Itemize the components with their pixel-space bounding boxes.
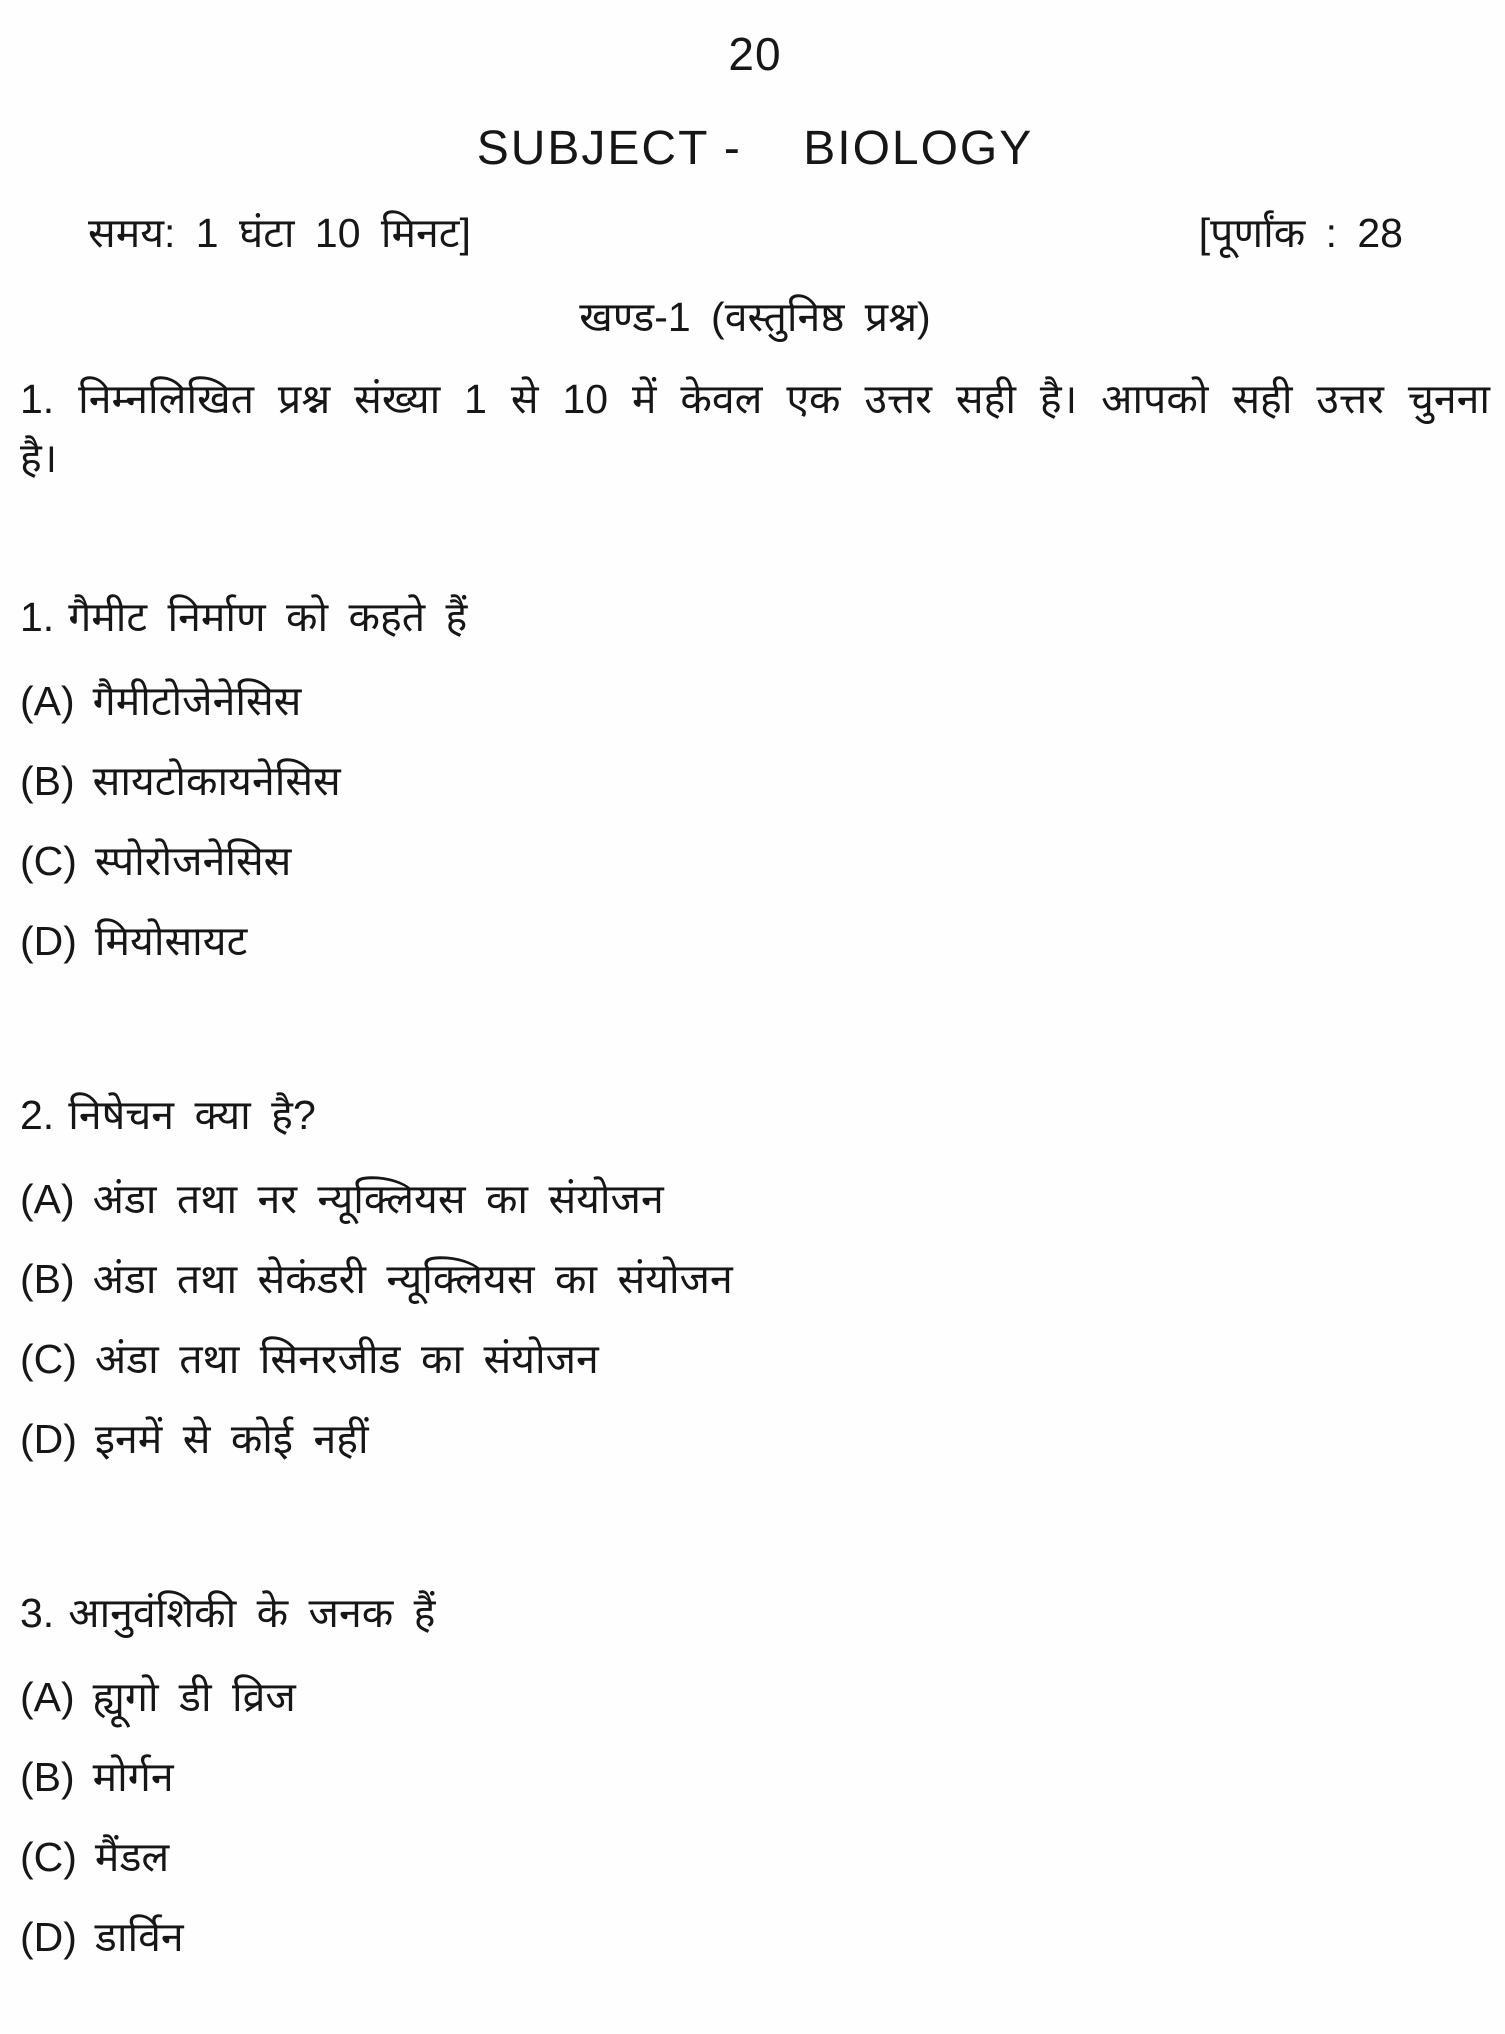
- question-3-option-c: [20, 1834, 1490, 1880]
- section-heading: खण्ड-1 (वस्तुनिष्ठ प्रश्न): [579, 294, 931, 340]
- question-number: 1.: [20, 594, 55, 640]
- question-block-3: [20, 1588, 1490, 1960]
- question-number: 3.: [20, 1590, 55, 1636]
- option-label: (B): [20, 1256, 75, 1302]
- question-3-option-d: [20, 1914, 1490, 1960]
- option-text: मैंडल: [94, 1834, 170, 1880]
- option-text: मोर्गन: [92, 1754, 174, 1800]
- question-1-text: [20, 592, 1490, 642]
- questions-list: [20, 592, 1490, 1960]
- option-text: ह्यूगो डी व्रिज: [92, 1674, 296, 1720]
- subject-title: SUBJECT - BIOLOGY: [476, 122, 1034, 175]
- option-text: डार्विन: [94, 1914, 184, 1960]
- question-block-2: [20, 1090, 1490, 1462]
- question-3-text: [20, 1588, 1490, 1638]
- question-2-option-d: [20, 1416, 1490, 1462]
- question-3-option-b: [20, 1754, 1490, 1800]
- question-1-option-d: [20, 918, 1490, 964]
- question-2-text: [20, 1090, 1490, 1140]
- option-text: मियोसायट: [94, 918, 248, 964]
- full-marks-label: [पूर्णांक : 28: [1198, 210, 1403, 256]
- option-label: (A): [20, 1176, 75, 1222]
- instruction-line-2: है।: [20, 435, 58, 481]
- option-label: (C): [20, 1834, 77, 1880]
- question-2-option-b: [20, 1256, 1490, 1302]
- option-text: अंडा तथा सिनरजीड का संयोजन: [94, 1336, 599, 1382]
- question-1-option-a: [20, 678, 1490, 724]
- question-3-option-a: [20, 1674, 1490, 1720]
- option-label: (A): [20, 1674, 75, 1720]
- question-1-option-b: [20, 758, 1490, 804]
- question-block-1: [20, 592, 1490, 964]
- question-2-option-c: [20, 1336, 1490, 1382]
- question-text: आनुवंशिकी के जनक हैं: [68, 1590, 436, 1636]
- option-text: गैमीटोजेनेसिस: [92, 678, 302, 724]
- general-instruction: [20, 370, 1490, 488]
- option-label: (A): [20, 678, 75, 724]
- option-label: (D): [20, 1416, 77, 1462]
- option-label: (B): [20, 1754, 75, 1800]
- option-text: अंडा तथा नर न्यूक्लियस का संयोजन: [92, 1176, 664, 1222]
- question-1-option-c: [20, 838, 1490, 884]
- option-text: अंडा तथा सेकंडरी न्यूक्लियस का संयोजन: [92, 1256, 733, 1302]
- option-label: (D): [20, 1914, 77, 1960]
- question-text: निषेचन क्या है?: [68, 1092, 316, 1138]
- page-number: 20: [728, 28, 782, 80]
- time-allowed-label: समय: 1 घंटा 10 मिनट]: [88, 210, 471, 256]
- question-text: गैमीट निर्माण को कहते हैं: [68, 594, 468, 640]
- option-text: स्पोरोजनेसिस: [94, 838, 292, 884]
- question-2-option-a: [20, 1176, 1490, 1222]
- option-label: (C): [20, 838, 77, 884]
- instruction-line-1: 1. निम्नलिखित प्रश्न संख्या 1 से 10 में केवल एक उत्तर सही है। आपको सही उत्तर चुनना: [20, 376, 1490, 422]
- option-text: सायटोकायनेसिस: [92, 758, 341, 804]
- option-label: (B): [20, 758, 75, 804]
- option-text: इनमें से कोई नहीं: [94, 1416, 369, 1462]
- option-label: (C): [20, 1336, 77, 1382]
- question-number: 2.: [20, 1092, 55, 1138]
- option-label: (D): [20, 918, 77, 964]
- meta-row: [20, 208, 1490, 258]
